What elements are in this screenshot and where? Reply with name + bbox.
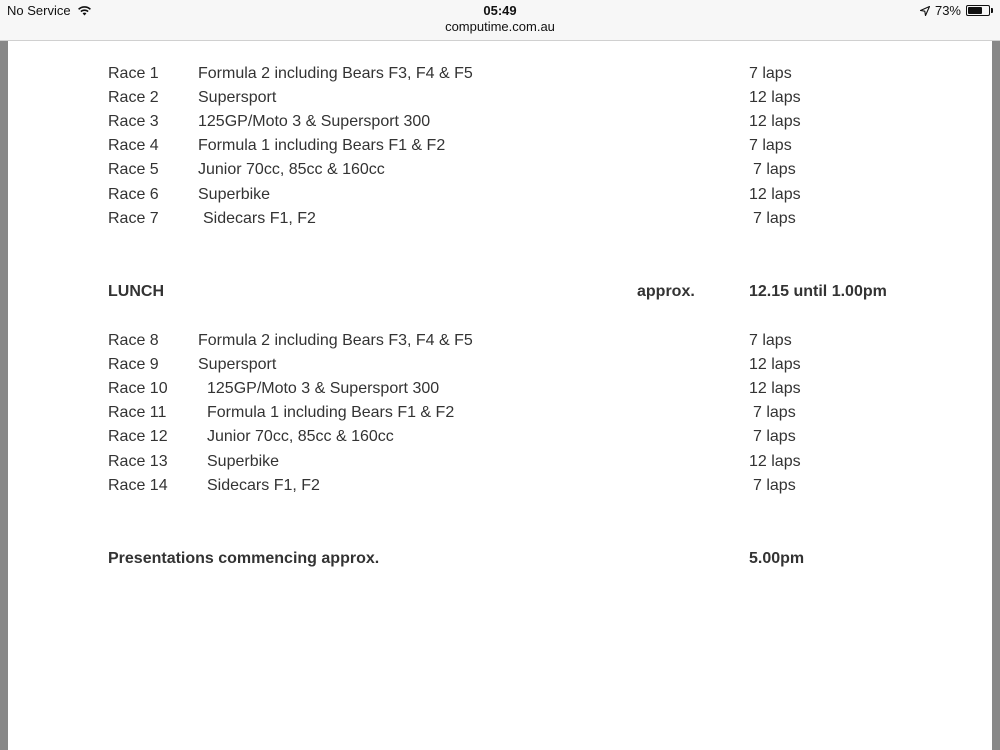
page-viewer[interactable] [0,41,1000,750]
race-class: Superbike [198,186,271,203]
lunch-label: LUNCH [108,283,164,300]
race-class: 125GP/Moto 3 & Supersport 300 [207,380,440,397]
race-class: Junior 70cc, 85cc & 160cc [198,161,385,178]
race-class: Sidecars F1, F2 [203,210,316,227]
race-number: Race 12 [108,428,168,445]
race-number: Race 14 [108,477,168,494]
race-laps: 12 laps [749,453,801,470]
race-laps: 7 laps [753,477,796,494]
presentations-time: 5.00pm [749,550,805,567]
document-page [8,41,992,750]
race-laps: 7 laps [749,65,792,82]
race-class: Formula 1 including Bears F1 & F2 [198,137,446,154]
race-laps: 7 laps [753,210,796,227]
race-laps: 12 laps [749,380,801,397]
race-number: Race 5 [108,161,159,178]
race-class: Formula 2 including Bears F3, F4 & F5 [198,332,473,349]
race-number: Race 11 [108,404,167,421]
race-number: Race 8 [108,332,159,349]
right-status [920,3,993,18]
race-class: Supersport [198,89,277,106]
race-class: Formula 2 including Bears F3, F4 & F5 [198,65,473,82]
race-laps: 12 laps [749,113,801,130]
race-class: 125GP/Moto 3 & Supersport 300 [198,113,431,130]
race-laps: 12 laps [749,356,801,373]
battery-fill [968,7,982,14]
race-class: Formula 1 including Bears F1 & F2 [207,404,455,421]
carrier-label: No Service [7,3,71,18]
race-number: Race 2 [108,89,159,106]
race-number: Race 13 [108,453,168,470]
race-number: Race 4 [108,137,159,154]
race-laps: 7 laps [753,428,796,445]
race-class: Superbike [207,453,280,470]
race-laps: 12 laps [749,89,801,106]
race-number: Race 3 [108,113,159,130]
race-class: Junior 70cc, 85cc & 160cc [207,428,394,445]
location-arrow-icon [920,6,930,16]
battery-tip [991,8,993,13]
lunch-time: 12.15 until 1.00pm [749,283,887,300]
race-laps: 7 laps [753,161,796,178]
race-class: Supersport [198,356,277,373]
presentations-label: Presentations commencing approx. [108,550,380,567]
race-laps: 7 laps [753,404,796,421]
race-number: Race 9 [108,356,159,373]
battery-icon [966,5,990,16]
race-number: Race 7 [108,210,159,227]
battery-percent: 73% [934,3,961,18]
race-laps: 7 laps [749,332,792,349]
lunch-approx: approx. [637,283,695,300]
race-number: Race 10 [108,380,168,397]
race-class: Sidecars F1, F2 [207,477,320,494]
race-number: Race 1 [108,65,159,82]
race-laps: 12 laps [749,186,801,203]
address-bar-url[interactable]: computime.com.au [445,19,555,34]
clock: 05:49 [483,3,517,18]
race-laps: 7 laps [749,137,792,154]
status-bar [0,0,1000,41]
race-number: Race 6 [108,186,159,203]
